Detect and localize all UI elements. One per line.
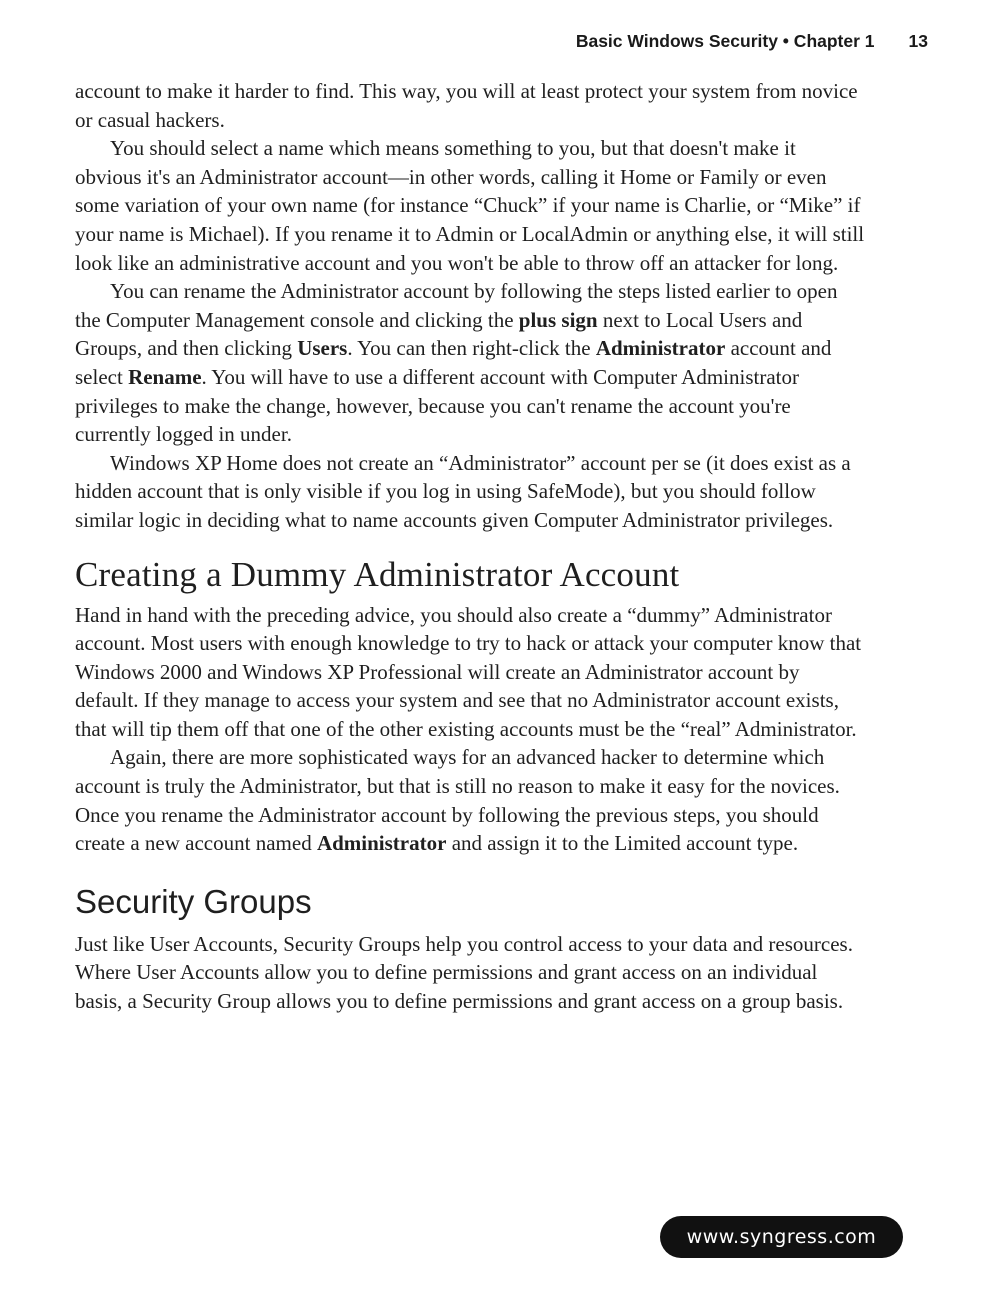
- running-header: [576, 31, 928, 52]
- paragraph-dummy-intro: Hand in hand with the preceding advice, you should also create a “dummy” Administrator account. Most users with enough knowledge to try to hack or attack your computer know that Windows 2000 and Windows XP Professional will create an Administrator account by default. If they manage to access your system and see that no Administrator account exists, that will tip them off that one of the other existing accounts must be the “real” Administrator.: [75, 602, 862, 741]
- bold-administrator-name: Administrator: [316, 831, 447, 856]
- bold-administrator: Administrator: [595, 336, 726, 361]
- section-heading-dummy-admin: Creating a Dummy Administrator Account: [75, 554, 680, 594]
- bold-plus-sign: plus sign: [518, 307, 598, 332]
- paragraph-naming-advice: You should select a name which means something to you, but that doesn't make it obvious it's an Administrator account—in other words, calling it Home or Family or even some variation of your own name (for instance “Chuck” if your name is Charlie, or “Mike” if your name is Michael). If you rename it to Admin or LocalAdmin or anything else, it will still look like an administrative account and you won't be able to throw off an attacker for long.: [75, 136, 865, 275]
- paragraph-xp-home: Windows XP Home does not create an “Administrator” account per se (it does exist as a hidden account that is only visible if you log in using SafeMode), but you should follow similar logic in deciding what to name accounts given Computer Administrator privileges.: [75, 450, 851, 532]
- paragraph-continuation: account to make it harder to find. This way, you will at least protect your system from novice or casual hackers.: [75, 79, 858, 132]
- bold-users: Users: [297, 336, 348, 361]
- paragraph-rename-steps: You can rename the Administrator account by following the steps listed earlier to open the Computer Management console and clicking the plus sign next to Local Users and Groups, and then clicking Users. You can then right-click the Administrator account and select Rename. You will have to use a different account with Computer Administrator privileges to make the change, however, because you can't rename the account you're currently logged in under.: [75, 279, 838, 447]
- paragraph-security-groups: Just like User Accounts, Security Groups help you control access to your data and resources. Where User Accounts allow you to define permissions and grant access on an individual basis, a Security Group allows you to define permissions and grant access on a group basis.: [75, 931, 853, 1014]
- page-number: 13: [908, 31, 928, 51]
- running-title: Basic Windows Security • Chapter 1: [575, 31, 875, 51]
- footer-url-badge: www.syngress.com: [660, 1216, 903, 1258]
- page-body: [75, 77, 865, 1016]
- paragraph-dummy-steps: Again, there are more sophisticated ways for an advanced hacker to determine which account is truly the Administrator, but that is still no reason to make it easy for the novices. Once you rename the Administrator account by following the previous steps, you should create a new account named Administrator and assign it to the Limited account type.: [75, 745, 840, 856]
- section-heading-security-groups: Security Groups: [75, 882, 312, 920]
- bold-rename: Rename: [128, 364, 202, 389]
